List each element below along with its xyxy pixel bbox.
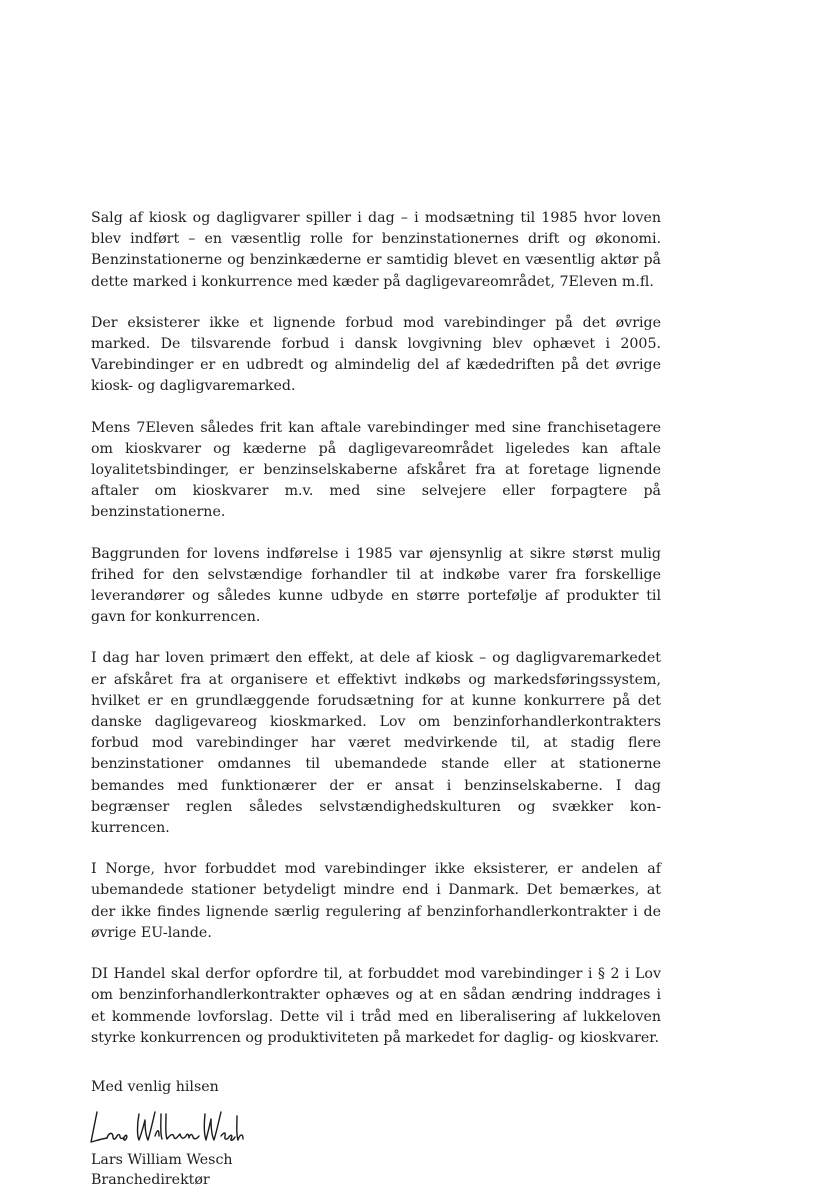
paragraph-2: Der eksisterer ikke et lignende forbud mod varebindinger på det øvrige marked. De tilsvarende forbud i dansk lovgivning blev ophævet i 2005. Varebindinger er en udbredt og almindelig del af kædedriften på det øvrige kiosk- og dagligvaremarked. xyxy=(91,314,661,395)
handwritten-signature xyxy=(87,1106,247,1148)
paragraph-3: Mens 7Eleven således frit kan aftale varebindinger med sine franchisetagere om kioskvarer og kæderne på dagligevareområdet ligeledes kan aftale loyalitetsbindinger, er benzinselskaberne afskåret fra at foretage lignende aftaler om kioskvarer m.v. med sine selvejere eller forpagtere på benzinstationerne. xyxy=(91,419,661,521)
closing-salutation: Med venlig hilsen xyxy=(91,1078,219,1095)
paragraph-4: Baggrunden for lovens indførelse i 1985 var øjensynlig at sikre størst mulig frihed for den selvstændige forhandler til at indkøbe varer fra forskellige leverandører og således kunne udbyde en større portefølje af produkter til gavn for konkurrencen. xyxy=(91,545,661,626)
paragraph-6: I Norge, hvor forbuddet mod varebindinger ikke eksisterer, er andelen af ubemandede stationer betydeligt mindre end i Danmark. Det bemærkes, at der ikke findes lignende særlig regulering af benzinforhandlerkontrakter i de øvrige EU-lande. xyxy=(91,861,661,941)
letter-body xyxy=(91,208,661,1190)
paragraph-5: I dag har loven primært den effekt, at dele af kiosk – og dagligvaremarkedet er afskåret fra at organisere et effektivt indkøbs og markedsføringssystem, hvilket er en grundlæggende forudsætning for at kunne konkurrere på det danske dagligevareog kioskmarked. Lov om benzinforhandlerkontrakters forbud mod varebindinger har været medvirkende til, at stadig flere benzinstationer omdannes til ubemandede stande eller at stationerne bemandes med funktionærer der er ansat i benzinselskaberne. I dag begrænser reglen således selvstændighedskulturen og svækker konkurrencen. xyxy=(91,650,661,837)
paragraph-7: DI Handel skal derfor opfordre til, at forbuddet mod varebindinger i § 2 i Lov om benzinforhandlerkontrakter ophæves og at en sådan ændring inddrages i et kommende lovforslag. Dette vil i tråd med en liberalisering af lukkeloven styrke konkurrencen og produktiviteten på markedet for daglig- og kioskvarer. xyxy=(91,966,661,1046)
signer-title: Branchedirektør xyxy=(91,1171,210,1188)
signer-name: Lars William Wesch xyxy=(91,1151,233,1168)
paragraph-1: Salg af kiosk og dagligvarer spiller i dag – i modsætning til 1985 hvor loven blev indført – en væsentlig rolle for benzinstationernes drift og økonomi. Benzinstationerne og benzinkæderne er samtidig blevet en væsentlig aktør på dette marked i konkurrence med kæder på dagligevareområdet, 7Eleven m.fl. xyxy=(91,210,661,290)
